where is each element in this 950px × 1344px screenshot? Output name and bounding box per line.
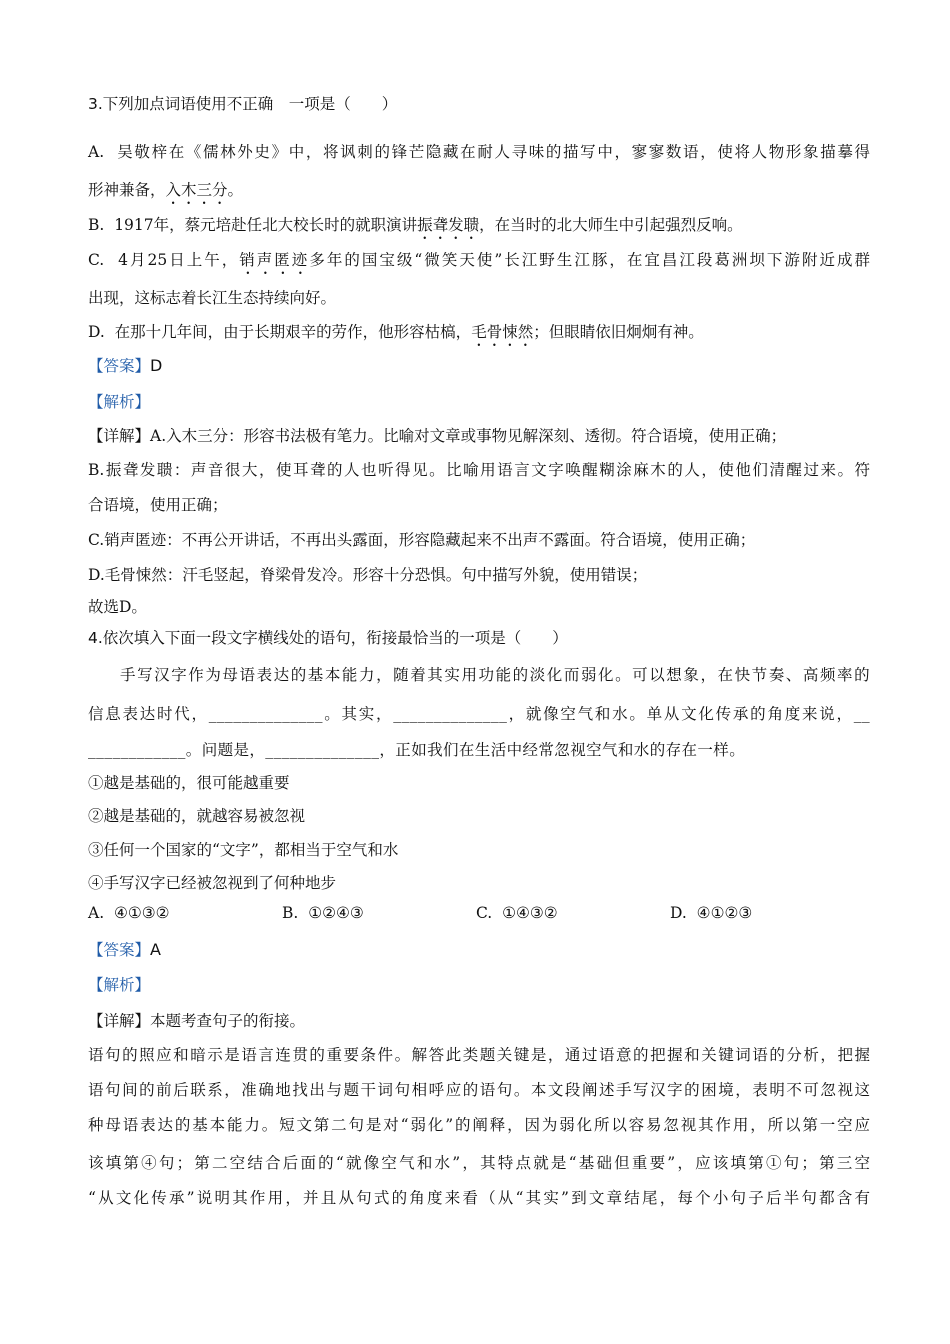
- question-3-text: 下列加点词语使用不正确 一项是（ ）: [102, 95, 398, 113]
- detail-line-6: [88, 597, 870, 617]
- answer-tag: 【答案】: [88, 357, 151, 375]
- detail-text: D.毛骨悚然：汗毛竖起，脊梁骨发冷。形容十分恐惧。句中描写外貌，使用错误；: [88, 566, 648, 584]
- option-b-text: 1917年，蔡元培赴任北大校长时的就职演讲: [114, 216, 418, 234]
- option-c-line-2: [88, 288, 870, 308]
- detail-line-4: [88, 530, 870, 550]
- answer-value: D: [150, 356, 163, 375]
- analysis-tag: 【解析】: [88, 976, 151, 994]
- explanation-text: 语句间的前后联系，准确地找出与题干词句相呼应的语句。本文段阐述手写汉字的困境，表明不可忽视这: [88, 1081, 870, 1099]
- option-a-label: A.: [88, 143, 105, 161]
- passage-line-3: [88, 740, 870, 760]
- sentence-text: ①越是基础的，很可能越重要: [88, 774, 290, 792]
- option-c-text: 4月25日上午，: [118, 251, 240, 269]
- analysis-tag: 【解析】: [88, 393, 151, 411]
- detail-text: A.入木三分：形容书法极有笔力。比喻对文章或事物见解深刻、透彻。符合语境，使用正确；: [150, 427, 787, 445]
- passage-text: 手写汉字作为母语表达的基本能力，随着其实用功能的淡化而弱化。可以想象，在快节奏、高频率的: [120, 666, 870, 684]
- detail-text: 合语境，使用正确；: [88, 496, 228, 514]
- option-a-line-1: [88, 142, 870, 162]
- option-b-line: [88, 215, 870, 243]
- option-label: D.: [670, 904, 687, 922]
- sentence-item-3: [88, 840, 870, 860]
- explanation-line-5: [88, 1188, 870, 1208]
- option-c-text-2: 多年的国宝级“微笑天使”长江野生江豚，在宜昌江段葛洲坝下游附近成群: [309, 251, 870, 269]
- option-a-text-2: 形神兼备，: [88, 181, 166, 199]
- dotted-word-a: 入木三分: [165, 181, 228, 199]
- analysis-row-3: [88, 392, 870, 412]
- explanation-text: 该填第④句；第二空结合后面的“就像空气和水”，其特点就是“基础但重要”，应该填第①句；第三空: [88, 1154, 870, 1172]
- explanation-text: 种母语表达的基本能力。短文第二句是对“弱化”的阐释，因为弱化所以容易忽视其作用，所以第一空应: [88, 1116, 870, 1134]
- detail-line-1: [88, 426, 870, 446]
- option-a: [88, 904, 170, 922]
- explanation-line-3: [88, 1115, 870, 1135]
- explanation-line-4: [88, 1153, 870, 1173]
- detail-line-5: [88, 565, 870, 585]
- explanation-text: 语句的照应和暗示是语言连贯的重要条件。解答此类题关键是，通过语意的把握和关键词语的分析，把握: [88, 1046, 870, 1064]
- sentence-text: ②越是基础的，就越容易被忽视: [88, 807, 306, 825]
- option-a-text: 吴敬梓在《儒林外史》中，将讽刺的锋芒隐藏在耐人寻味的描写中，寥寥数语，使将人物形象描摹得: [117, 143, 870, 161]
- passage-line-1: [120, 665, 870, 685]
- detail-text: B.振聋发聩：声音很大，使耳聋的人也听得见。比喻用语言文字唤醒糊涂麻木的人，使他们清醒过来。符: [88, 461, 870, 479]
- dotted-word-c: 销声匿迹: [239, 251, 310, 269]
- question-4-text: 依次填入下面一段文字横线处的语句，衔接最恰当的一项是（ ）: [102, 629, 568, 647]
- answer-options: [88, 904, 870, 926]
- sentence-item-1: [88, 773, 870, 793]
- detail-text: 本题考查句子的衔接。: [150, 1012, 306, 1030]
- detail-tag: 【详解】: [88, 427, 151, 445]
- option-c-label: C.: [88, 251, 105, 269]
- option-text: ④①③②: [113, 904, 170, 922]
- detail-text: C.销声匿迹：不再公开讲话，不再出头露面，形容隐藏起来不出声不露面。符合语境，使用正确；: [88, 531, 756, 549]
- detail-text: 故选D。: [88, 598, 147, 616]
- option-d: [670, 904, 752, 922]
- passage-line-2: [88, 704, 870, 724]
- option-b: [282, 904, 364, 922]
- option-c: [476, 904, 558, 922]
- dotted-word-b: 振聋发聩: [417, 216, 480, 234]
- sentence-item-2: [88, 806, 870, 826]
- option-c-line-1: [88, 250, 870, 278]
- sentence-item-4: [88, 873, 870, 893]
- analysis-row-4: [88, 975, 870, 995]
- option-a-line-2: [88, 180, 870, 208]
- passage-text: ____________。问题是，______________，正如我们在生活中经常忽视空气和水的存在一样。: [88, 741, 746, 759]
- explanation-line-1: [88, 1045, 870, 1065]
- option-c-text-3: 出现，这标志着长江生态持续向好。: [88, 289, 337, 307]
- option-d-label: D.: [88, 323, 105, 341]
- question-3-number: 3.: [88, 95, 103, 113]
- option-d-text: 在那十几年间，由于长期艰辛的劳作，他形容枯槁，: [114, 323, 472, 341]
- passage-text: 信息表达时代，______________。其实，______________，就像空气和水。单从文化传承的角度来说，__: [88, 705, 870, 723]
- sentence-text: ③任何一个国家的“文字”，都相当于空气和水: [88, 841, 399, 859]
- detail-intro-4: [88, 1011, 870, 1031]
- answer-row-4: [88, 940, 870, 960]
- option-label: B.: [282, 904, 299, 922]
- detail-line-3: [88, 495, 870, 515]
- question-3-stem: [88, 94, 870, 114]
- question-4-number: 4.: [88, 629, 103, 647]
- explanation-line-2: [88, 1080, 870, 1100]
- option-text: ①②④③: [308, 904, 364, 922]
- option-d-text-2: ；但眼睛依旧炯炯有神。: [533, 323, 704, 341]
- detail-tag: 【详解】: [88, 1012, 151, 1030]
- option-b-text-2: ，在当时的北大师生中引起强烈反响。: [479, 216, 743, 234]
- explanation-text: “从文化传承”说明其作用，并且从句式的角度来看（从“其实”到文章结尾，每个小句子后半句都含有: [88, 1189, 870, 1207]
- option-label: A.: [88, 904, 105, 922]
- option-label: C.: [476, 904, 493, 922]
- answer-tag: 【答案】: [88, 941, 151, 959]
- option-b-label: B.: [88, 216, 105, 234]
- answer-value: A: [150, 940, 161, 959]
- sentence-text: ④手写汉字已经被忽视到了何种地步: [88, 874, 337, 892]
- answer-row-3: [88, 356, 870, 376]
- detail-line-2: [88, 460, 870, 480]
- question-4-stem: [88, 628, 870, 648]
- option-d-line: [88, 322, 870, 350]
- option-a-text-3: 。: [227, 181, 244, 199]
- dotted-word-d: 毛骨悚然: [471, 323, 534, 341]
- option-text: ④①②③: [696, 904, 753, 922]
- option-text: ①④③②: [502, 904, 558, 922]
